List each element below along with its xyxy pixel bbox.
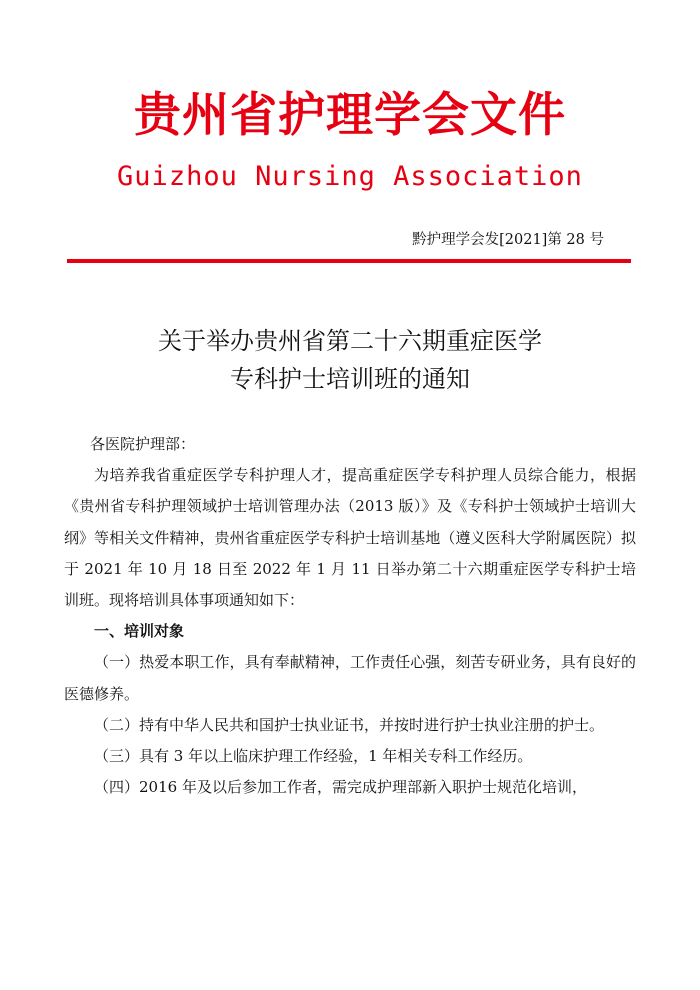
intro-paragraph: 为培养我省重症医学专科护理人才，提高重症医学专科护理人员综合能力，根据《贵州省专科护理领域护士培训管理办法（2013 版）》及《专科护士领域护士培训大纲》等相关文件精神，贵州省重症医学专科护士培训基地（遵义医科大学附属医院）拟于 2021 年 10 月 18 日至 2022 年 1 月 11 日举办第二十六期重症医学专科护士培训班。现将培训具体事项通知如下： [64,466,636,610]
document-header-english: Guizhou Nursing Association [117,161,583,192]
document-number: 黔护理学会发[2021]第 28 号 [412,232,604,248]
list-item: （一）热爱本职工作，具有奉献精神，工作责任心强，刻苦专研业务，具有良好的医德修养。 [64,653,636,703]
notice-body [64,429,636,803]
document-header-title: 贵州省护理学会文件 [134,88,566,143]
salutation: 各医院护理部： [90,435,196,453]
notice-title-line-1: 关于举办贵州省第二十六期重症医学 [158,327,542,355]
notice-title-line-2: 专科护士培训班的通知 [230,365,470,393]
list-item: （二）持有中华人民共和国护士执业证书，并按时进行护士执业注册的护士。 [94,715,605,734]
list-item: （四）2016 年及以后参加工作者，需完成护理部新入职护士规范化培训， [94,778,587,797]
section-heading: 一、培训对象 [94,622,185,641]
list-item: （三）具有 3 年以上临床护理工作经验，1 年相关专科工作经历。 [94,747,533,766]
header-red-divider [67,259,631,263]
notice-title [0,322,700,398]
